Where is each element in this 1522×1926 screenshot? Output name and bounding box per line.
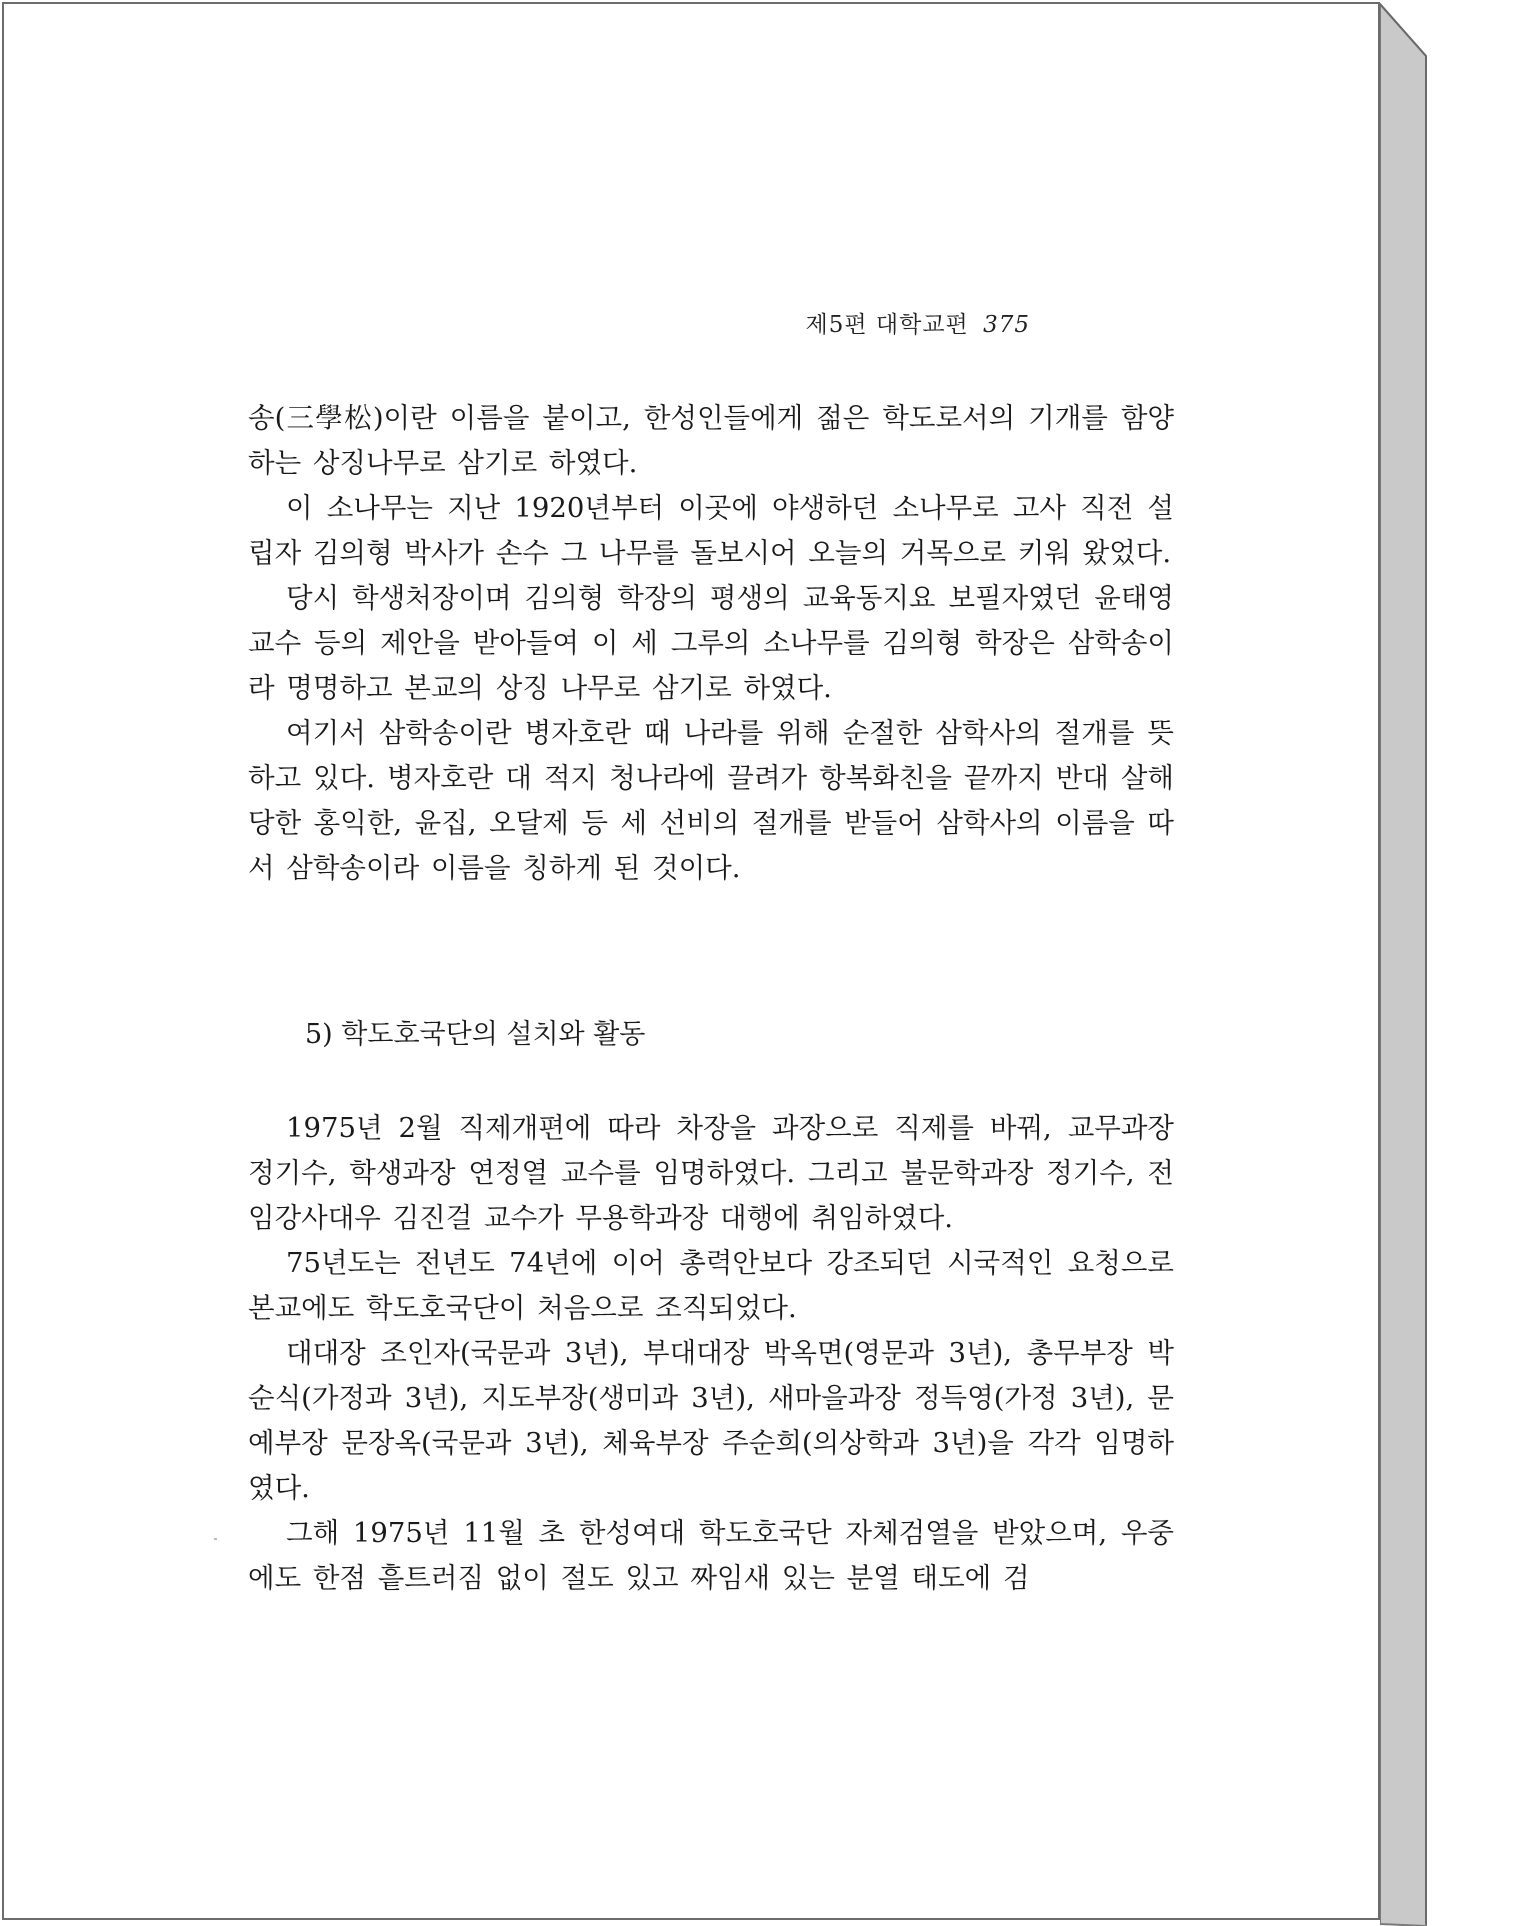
body-text-block-1 [248, 396, 1174, 891]
running-header [806, 306, 1030, 339]
book-edge-illustration [1380, 0, 1522, 1926]
paragraph-6: 75년도는 전년도 74년에 이어 총력안보다 강조되던 시국적인 요청으로 본교에도 학도호국단이 처음으로 조직되었다. [248, 1247, 1174, 1324]
paragraph-5: 1975년 2월 직제개편에 따라 차장을 과장으로 직제를 바꿔, 교무과장 정기수, 학생과장 연정열 교수를 임명하였다. 그리고 불문학과장 정기수, 전임강사대우 김진걸 교수가 무용학과장 대행에 취임하였다. [248, 1112, 1174, 1234]
paragraph-1: 송(三學松)이란 이름을 붙이고, 한성인들에게 젊은 학도로서의 기개를 함양하는 상징나무로 삼기로 하였다. [248, 402, 1174, 479]
paragraph-8: 그해 1975년 11월 초 한성여대 학도호국단 자체검열을 받았으며, 우중에도 한점 흩트러짐 없이 절도 있고 짜임새 있는 분열 태도에 검 [248, 1517, 1174, 1594]
paragraph-7: 대대장 조인자(국문과 3년), 부대대장 박옥면(영문과 3년), 총무부장 박순식(가정과 3년), 지도부장(생미과 3년), 새마을과장 정득영(가정 3년), 문예부장 문장옥(국문과 3년), 체육부장 주순희(의상학과 3년)을 각각 임명하였다. [248, 1337, 1174, 1504]
scan-speck [214, 1538, 217, 1540]
running-header-section: 제5편 대학교편 [805, 312, 969, 338]
book-page [2, 2, 1380, 1920]
page-number: 375 [983, 312, 1030, 338]
paragraph-2: 이 소나무는 지난 1920년부터 이곳에 야생하던 소나무로 고사 직전 설립자 김의형 박사가 손수 그 나무를 돌보시어 오늘의 거목으로 키워 왔었다. [248, 492, 1174, 569]
body-text-block-2 [248, 1106, 1174, 1601]
paragraph-4: 여기서 삼학송이란 병자호란 때 나라를 위해 순절한 삼학사의 절개를 뜻하고 있다. 병자호란 대 적지 청나라에 끌려가 항복화친을 끝까지 반대 살해 당한 홍익한, 윤집, 오달제 등 세 선비의 절개를 받들어 삼학사의 이름을 따서 삼학송이라 이름을 칭하게 된 것이다. [248, 717, 1174, 884]
section-heading: 5) 학도호국단의 설치와 활동 [305, 1019, 646, 1050]
paragraph-3: 당시 학생처장이며 김의형 학장의 평생의 교육동지요 보필자였던 윤태영 교수 등의 제안을 받아들여 이 세 그루의 소나무를 김의형 학장은 삼학송이라 명명하고 본교의 상징 나무로 삼기로 하였다. [248, 582, 1174, 704]
